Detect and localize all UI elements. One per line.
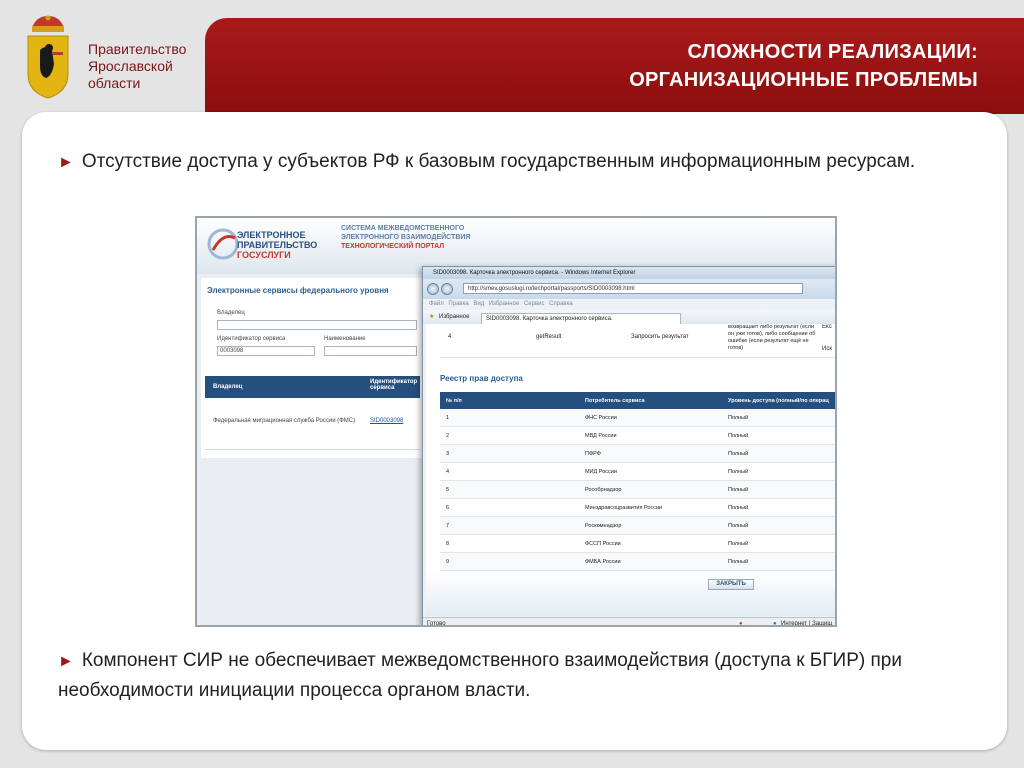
registry-title: Реестр прав доступа	[440, 374, 523, 383]
table-row	[205, 398, 420, 450]
owner-label: Владелец	[217, 310, 245, 316]
cell-consumer: МИД России	[585, 469, 617, 475]
slide-title-line-1: СЛОЖНОСТИ РЕАЛИЗАЦИИ:	[687, 41, 978, 63]
cell-consumer: Минздравсоцразвития России	[585, 505, 663, 511]
cell-num: 3	[446, 451, 450, 457]
back-icon[interactable]	[427, 283, 439, 295]
bullet-marker-icon: ►	[58, 154, 74, 171]
cell-consumer: ФССП России	[585, 541, 621, 547]
globe-icon: ●	[773, 621, 777, 627]
favorites-star-icon[interactable]: ★	[429, 314, 435, 320]
browser-window	[422, 266, 837, 627]
method-num: 4	[448, 334, 452, 340]
table-row	[440, 553, 837, 571]
method-note: возвращает либо результат (если он уже готов), либо сообщение об ошибке (если результат ещё не готов)	[728, 324, 816, 351]
bullet-text: Компонент СИР не обеспечивает межведомственного взаимодействия (доступа к БГИР) при необходимости инициации процесса органом власти.	[58, 650, 902, 701]
table-row	[440, 481, 837, 499]
cell-consumer: Роскомнадзор	[585, 523, 622, 529]
browser-title-bar: SID0003098. Карточка электронного сервиса. - Windows Internet Explorer	[423, 267, 837, 279]
content-footer	[426, 572, 837, 616]
e-government-logo-text	[237, 230, 317, 260]
bullet-item	[58, 147, 988, 177]
system-line-3: ТЕХНОЛОГИЧЕСКИЙ ПОРТАЛ	[341, 243, 445, 250]
service-id-label: Идентификатор сервиса	[217, 336, 286, 342]
cell-num: 4	[446, 469, 450, 475]
table-col-owner: Владелец	[213, 384, 243, 390]
cell-consumer: Рособрнадзор	[585, 487, 622, 493]
favorites-button[interactable]: Избранное	[439, 314, 470, 320]
section-title: Электронные сервисы федерального уровня	[207, 286, 389, 295]
cell-level: Полный	[728, 487, 749, 493]
row-id-link[interactable]: SID0003098	[370, 418, 404, 424]
system-line-1: СИСТЕМА МЕЖВЕДОМСТВЕННОГО	[341, 225, 465, 232]
cell-num: 9	[446, 559, 450, 565]
cell-num: 6	[446, 505, 450, 511]
method-extra-2: Иск	[822, 346, 832, 352]
table-row	[440, 535, 837, 553]
row-owner: Федеральная миграционная служба России (ФМС)	[213, 418, 356, 424]
cell-level: Полный	[728, 559, 749, 565]
cell-level: Полный	[728, 505, 749, 511]
cell-num: 8	[446, 541, 450, 547]
method-extra-1: Екс	[822, 324, 832, 330]
table-row	[440, 445, 837, 463]
org-line-1: Правительство	[88, 41, 187, 57]
url-input[interactable]: http://smev.gosuslugi.ru/techportal/passports/SID0003098.html	[463, 283, 803, 294]
browser-menu-bar[interactable]: Файл Правка Вид Избранное Сервис Справка	[423, 299, 837, 310]
method-desc: Запросить результат	[631, 334, 689, 340]
cell-level: Полный	[728, 469, 749, 475]
slide-title-line-2: ОРГАНИЗАЦИОННЫЕ ПРОБЛЕМЫ	[629, 69, 978, 91]
yaroslavl-coat-of-arms-icon	[22, 14, 74, 100]
registry-rows	[426, 409, 837, 571]
registry-col-consumer: Потребитель сервиса	[585, 398, 645, 404]
forward-icon[interactable]	[441, 283, 453, 295]
table-row	[440, 427, 837, 445]
system-line-2: ЭЛЕКТРОННОГО ВЗАИМОДЕЙСТВИЯ	[341, 234, 471, 241]
cell-level: Полный	[728, 523, 749, 529]
e-government-logo-icon	[205, 226, 241, 262]
logo-line-3: ГОСУСЛУГИ	[237, 250, 291, 260]
cell-consumer: ФМБА России	[585, 559, 621, 565]
cell-level: Полный	[728, 451, 749, 457]
browser-status-bar	[423, 617, 837, 627]
system-name	[341, 224, 470, 251]
cell-num: 7	[446, 523, 450, 529]
embedded-screenshot	[195, 216, 837, 627]
table-row	[440, 409, 837, 427]
org-line-2: Ярославской	[88, 58, 173, 74]
organization-name	[88, 41, 186, 92]
slide-title	[629, 38, 978, 94]
cell-level: Полный	[728, 433, 749, 439]
cell-num: 1	[446, 415, 450, 421]
status-text: Готово	[427, 621, 446, 627]
bullet-marker-icon: ►	[58, 653, 74, 670]
cell-level: Полный	[728, 541, 749, 547]
name-label: Наименование	[324, 336, 366, 342]
cell-consumer: ПФРФ	[585, 451, 601, 457]
bullet-text: Отсутствие доступа у субъектов РФ к базовым государственным информационным ресурсам.	[81, 151, 916, 172]
close-button[interactable]: ЗАКРЫТЬ	[708, 579, 754, 590]
browser-content	[426, 324, 837, 616]
table-row	[440, 517, 837, 535]
table-col-id: Идентификатор сервиса	[370, 379, 418, 391]
registry-col-level: Уровень доступа (полный/по операц	[728, 398, 829, 404]
favorites-bar	[423, 310, 837, 324]
coat-of-arms-logo	[22, 14, 74, 100]
table-row	[440, 463, 837, 481]
cell-num: 5	[446, 487, 450, 493]
cell-consumer: ФНС России	[585, 415, 617, 421]
cell-level: Полный	[728, 415, 749, 421]
browser-tab[interactable]: SID0003098. Карточка электронного сервиса.	[481, 313, 681, 324]
owner-input[interactable]	[217, 320, 417, 330]
service-id-input[interactable]: 0003098	[217, 346, 315, 356]
cell-num: 2	[446, 433, 450, 439]
table-row	[440, 499, 837, 517]
zone-text: Интернет | Защищ	[781, 621, 833, 627]
cell-consumer: МВД России	[585, 433, 617, 439]
logo-line-2: ПРАВИТЕЛЬСТВО	[237, 240, 318, 250]
name-input[interactable]	[324, 346, 417, 356]
logo-line-1: ЭЛЕКТРОННОЕ	[237, 230, 306, 240]
registry-col-num: № п/п	[446, 398, 462, 404]
method-name: getResult	[536, 334, 562, 340]
bullet-item	[58, 646, 988, 705]
registry-header	[440, 392, 837, 409]
security-icon: ●	[739, 621, 743, 627]
org-line-3: области	[88, 75, 141, 91]
